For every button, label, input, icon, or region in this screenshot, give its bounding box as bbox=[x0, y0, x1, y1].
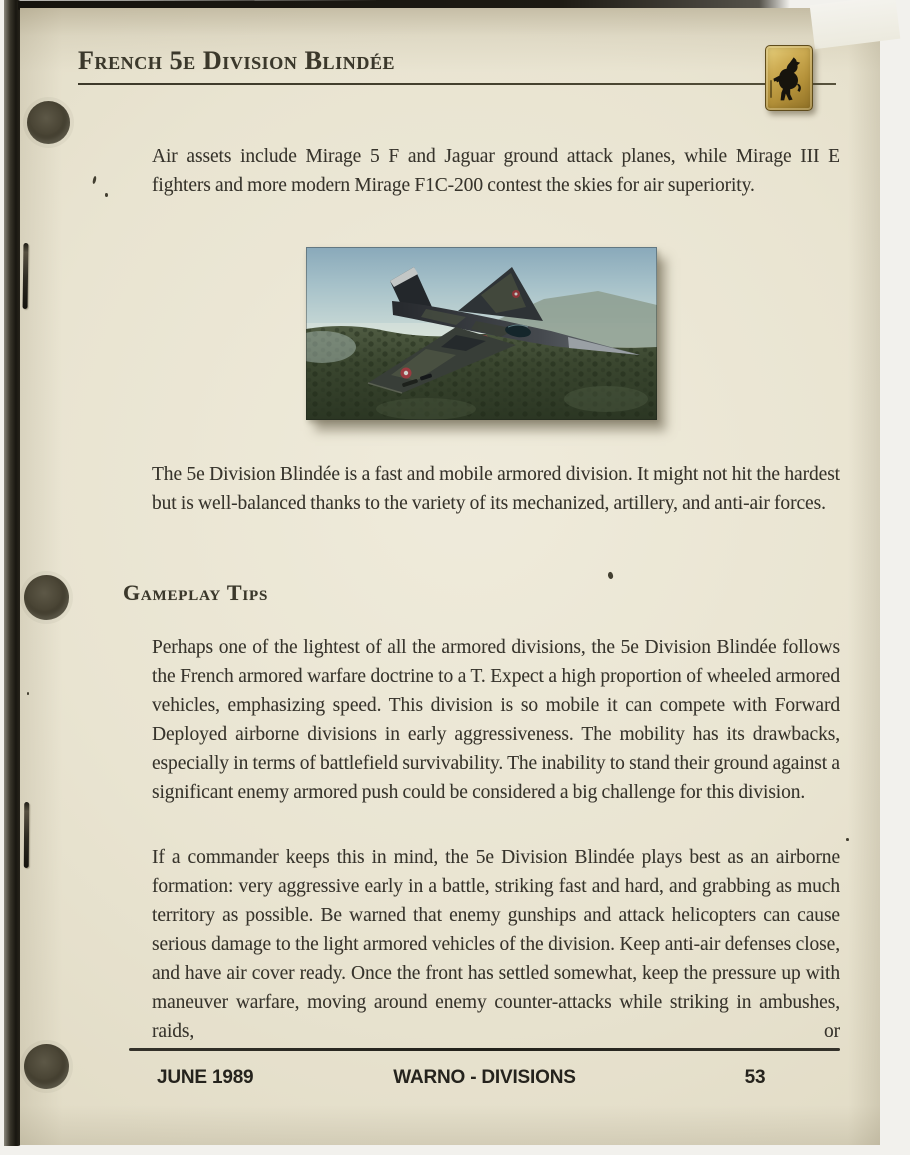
hole-punch-top bbox=[27, 101, 70, 144]
paper-speck bbox=[92, 176, 97, 184]
page-corner-tear bbox=[810, 0, 901, 49]
prancing-horse-icon bbox=[773, 54, 805, 102]
section-heading-gameplay-tips: Gameplay Tips bbox=[123, 580, 269, 605]
division-insignia-badge bbox=[765, 45, 813, 111]
hole-punch-middle bbox=[24, 575, 69, 620]
page-title: French 5e Division Blindée bbox=[78, 46, 396, 75]
paper-speck bbox=[105, 193, 108, 197]
staple-mark-lower bbox=[24, 802, 29, 868]
intro-paragraph: Air assets include Mirage 5 F and Jaguar ground attack planes, while Mirage III E fighters and more modern Mirage F1C-200 contest the skies for air superiority. bbox=[152, 146, 840, 196]
gameplay-tips-paragraph-1: Perhaps one of the lightest of all the armored divisions, the 5e Division Blindée follows the French armored warfare doctrine to a T. Expect a high proportion of wheeled armored vehicles, emphasizing speed. This division is so mobile it can compete with Forward Deployed airborne divisions in early aggressiveness. The mobility has its drawbacks, especially in terms of battlefield survivability. The inability to stand their ground against a significant enemy armored push could be considered a big challenge for this division. bbox=[152, 637, 840, 803]
hole-punch-bottom bbox=[24, 1044, 69, 1089]
manual-page bbox=[20, 8, 880, 1145]
aircraft-photo bbox=[306, 247, 657, 420]
summary-paragraph: The 5e Division Blindée is a fast and mobile armored division. It might not hit the hardest but is well-balanced thanks to the variety of its mechanized, artillery, and anti-air forces. bbox=[152, 464, 840, 514]
scan-edge-left bbox=[4, 0, 21, 1146]
gameplay-tips-paragraph-2: If a commander keeps this in mind, the 5e Division Blindée plays best as an airborne formation: very aggressive early in a battle, striking fast and hard, and grabbing as much territory as possible. Be warned that enemy gunships and attack helicopters can cause serious damage to the light armored vehicles of the division. Keep anti-air defenses close, and have air cover ready. Once the front has settled somewhat, keep the pressure up with maneuver warfare, moving around enemy counter-attacks while striking in ambushes, raids, or bbox=[152, 847, 840, 1042]
footer-rule bbox=[129, 1048, 840, 1051]
paper-speck bbox=[846, 838, 849, 841]
mirage-jet-illustration bbox=[306, 247, 657, 420]
footer-book-title: WARNO - DIVISIONS bbox=[393, 1067, 576, 1088]
footer-page-number: 53 bbox=[744, 1067, 766, 1088]
staple-mark-upper bbox=[23, 243, 29, 309]
badge-edge-microtext bbox=[770, 80, 772, 98]
paper-speck bbox=[27, 692, 29, 695]
paper-speck bbox=[607, 571, 614, 579]
title-rule bbox=[78, 83, 836, 85]
footer-date: JUNE 1989 bbox=[157, 1067, 254, 1088]
